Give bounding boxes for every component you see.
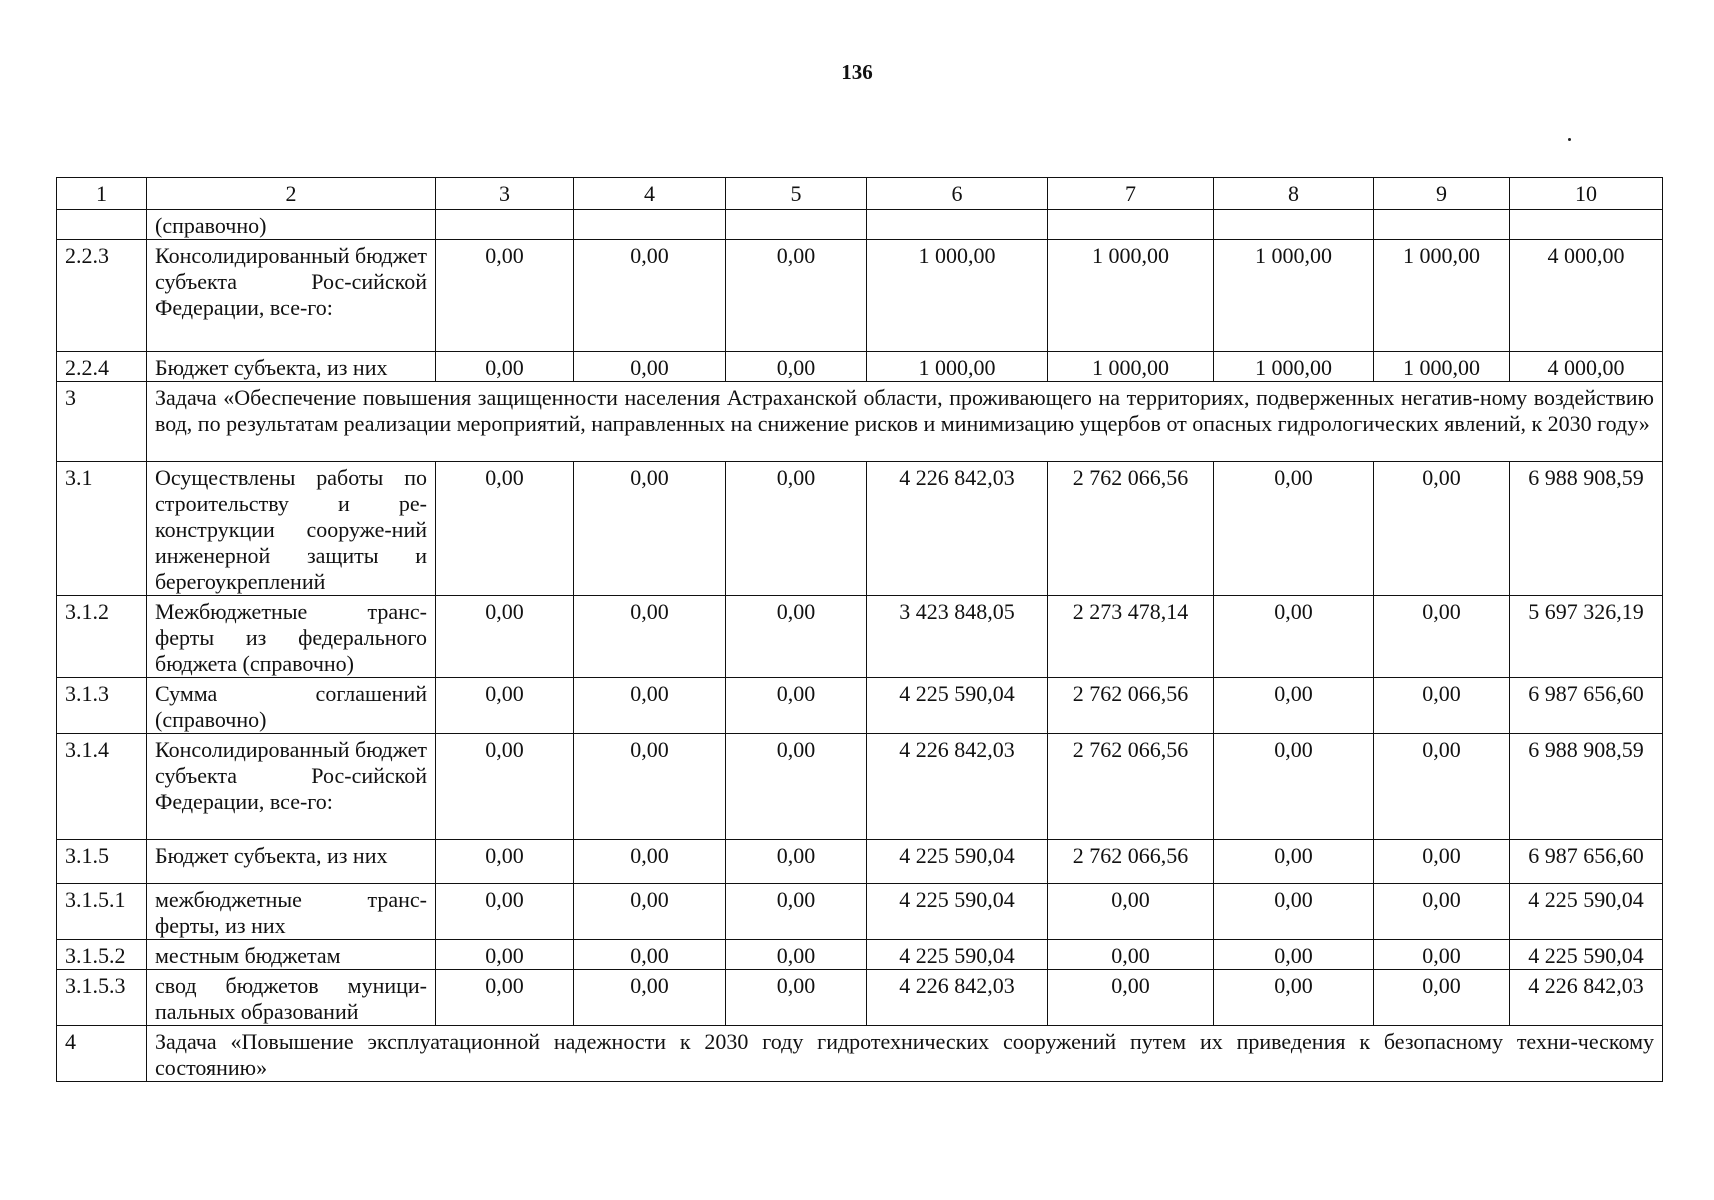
value-cell-col10: 6 987 656,60: [1510, 840, 1663, 884]
row-code: 2.2.4: [57, 352, 147, 382]
value-cell-col7: 1 000,00: [1048, 352, 1214, 382]
value-cell-col6: [867, 210, 1048, 240]
value-cell-col7: 2 762 066,56: [1048, 678, 1214, 734]
table-row: [57, 970, 1663, 1026]
value-cell-col7: [1048, 210, 1214, 240]
budget-table: [56, 177, 1663, 1082]
value-cell-col5: 0,00: [726, 462, 867, 596]
value-cell-col5: 0,00: [726, 240, 867, 352]
value-cell-col8: 0,00: [1214, 678, 1374, 734]
value-cell-col6: 1 000,00: [867, 352, 1048, 382]
value-cell-col3: [436, 210, 574, 240]
value-cell-col4: 0,00: [574, 884, 726, 940]
value-cell-col3: 0,00: [436, 884, 574, 940]
value-cell-col6: 3 423 848,05: [867, 596, 1048, 678]
value-cell-col5: 0,00: [726, 884, 867, 940]
table-row: [57, 210, 1663, 240]
column-number: 10: [1510, 178, 1663, 210]
row-name: местным бюджетам: [147, 940, 436, 970]
value-cell-col8: [1214, 210, 1374, 240]
value-cell-col4: 0,00: [574, 240, 726, 352]
value-cell-col6: 4 226 842,03: [867, 462, 1048, 596]
value-cell-col6: 1 000,00: [867, 240, 1048, 352]
row-code: 3.1.4: [57, 734, 147, 840]
value-cell-col4: 0,00: [574, 970, 726, 1026]
table-body: [57, 178, 1663, 1082]
value-cell-col6: 4 225 590,04: [867, 884, 1048, 940]
value-cell-col8: 0,00: [1214, 884, 1374, 940]
task-text: Задача «Обеспечение повышения защищенности населения Астраханской области, проживающего на территориях, подверженных негатив-ному воздействию вод, по результатам реализации мероприятий, направленных на снижение рисков и минимизацию ущербов от опасных гидрологических явлений, к 2030 году»: [147, 382, 1663, 462]
value-cell-col10: 4 226 842,03: [1510, 970, 1663, 1026]
value-cell-col3: 0,00: [436, 840, 574, 884]
column-number: 7: [1048, 178, 1214, 210]
table-row: [57, 940, 1663, 970]
value-cell-col3: 0,00: [436, 940, 574, 970]
value-cell-col4: 0,00: [574, 678, 726, 734]
value-cell-col8: 0,00: [1214, 596, 1374, 678]
value-cell-col9: 0,00: [1374, 840, 1510, 884]
page-number: 136: [841, 60, 873, 84]
value-cell-col3: 0,00: [436, 462, 574, 596]
value-cell-col7: 2 273 478,14: [1048, 596, 1214, 678]
value-cell-col5: 0,00: [726, 596, 867, 678]
value-cell-col5: 0,00: [726, 840, 867, 884]
value-cell-col8: 0,00: [1214, 734, 1374, 840]
value-cell-col6: 4 226 842,03: [867, 734, 1048, 840]
value-cell-col5: 0,00: [726, 940, 867, 970]
row-code: 3.1.5.2: [57, 940, 147, 970]
value-cell-col5: 0,00: [726, 352, 867, 382]
value-cell-col9: 0,00: [1374, 940, 1510, 970]
value-cell-col7: 0,00: [1048, 970, 1214, 1026]
value-cell-col9: 0,00: [1374, 596, 1510, 678]
row-code: 3.1.5.1: [57, 884, 147, 940]
value-cell-col7: 0,00: [1048, 884, 1214, 940]
row-name: свод бюджетов муници-пальных образований: [147, 970, 436, 1026]
row-name: Бюджет субъекта, из них: [147, 840, 436, 884]
row-name: Осуществлены работы по строительству и ре-конструкции сооруже-ний инженерной защиты и берегоукреплений: [147, 462, 436, 596]
scan-speck: [1568, 138, 1571, 141]
row-code: 2.2.3: [57, 240, 147, 352]
value-cell-col9: 1 000,00: [1374, 352, 1510, 382]
value-cell-col3: 0,00: [436, 678, 574, 734]
value-cell-col9: 0,00: [1374, 734, 1510, 840]
value-cell-col4: 0,00: [574, 734, 726, 840]
value-cell-col8: 0,00: [1214, 462, 1374, 596]
value-cell-col3: 0,00: [436, 970, 574, 1026]
row-name: (справочно): [147, 210, 436, 240]
value-cell-col9: 0,00: [1374, 678, 1510, 734]
row-name: Консолидированный бюджет субъекта Рос-сийской Федерации, все-го:: [147, 734, 436, 840]
value-cell-col4: 0,00: [574, 352, 726, 382]
value-cell-col9: 0,00: [1374, 462, 1510, 596]
value-cell-col8: 1 000,00: [1214, 352, 1374, 382]
value-cell-col9: 0,00: [1374, 884, 1510, 940]
table-row: [57, 462, 1663, 596]
row-name: Сумма соглашений (справочно): [147, 678, 436, 734]
table-row: [57, 240, 1663, 352]
table-row: [57, 596, 1663, 678]
task-row: [57, 382, 1663, 462]
value-cell-col8: 0,00: [1214, 840, 1374, 884]
task-row: [57, 1026, 1663, 1082]
table-row: [57, 840, 1663, 884]
value-cell-col10: 6 988 908,59: [1510, 462, 1663, 596]
column-number: 2: [147, 178, 436, 210]
column-number: 1: [57, 178, 147, 210]
value-cell-col9: 0,00: [1374, 970, 1510, 1026]
value-cell-col10: 4 000,00: [1510, 240, 1663, 352]
value-cell-col8: 0,00: [1214, 940, 1374, 970]
value-cell-col5: 0,00: [726, 970, 867, 1026]
value-cell-col10: 6 988 908,59: [1510, 734, 1663, 840]
column-number: 3: [436, 178, 574, 210]
table-row: [57, 678, 1663, 734]
value-cell-col7: 2 762 066,56: [1048, 462, 1214, 596]
column-number: 5: [726, 178, 867, 210]
value-cell-col6: 4 225 590,04: [867, 940, 1048, 970]
value-cell-col8: 0,00: [1214, 970, 1374, 1026]
column-number: 9: [1374, 178, 1510, 210]
table-row: [57, 884, 1663, 940]
value-cell-col10: 5 697 326,19: [1510, 596, 1663, 678]
value-cell-col4: 0,00: [574, 596, 726, 678]
column-number: 8: [1214, 178, 1374, 210]
value-cell-col7: 0,00: [1048, 940, 1214, 970]
value-cell-col3: 0,00: [436, 596, 574, 678]
table-row: [57, 734, 1663, 840]
row-code: [57, 210, 147, 240]
table-row: [57, 352, 1663, 382]
row-name: Консолидированный бюджет субъекта Рос-сийской Федерации, все-го:: [147, 240, 436, 352]
row-code: 3.1.3: [57, 678, 147, 734]
row-code: 3.1.5.3: [57, 970, 147, 1026]
row-code: 4: [57, 1026, 147, 1082]
task-text: Задача «Повышение эксплуатационной надежности к 2030 году гидротехнических сооружений путем их приведения к безопасному техни-ческому состоянию»: [147, 1026, 1663, 1082]
column-number-row: [57, 178, 1663, 210]
value-cell-col4: 0,00: [574, 462, 726, 596]
row-name: Межбюджетные транс-ферты из федерального бюджета (справочно): [147, 596, 436, 678]
row-code: 3.1: [57, 462, 147, 596]
value-cell-col3: 0,00: [436, 352, 574, 382]
value-cell-col10: 6 987 656,60: [1510, 678, 1663, 734]
value-cell-col9: 1 000,00: [1374, 240, 1510, 352]
value-cell-col6: 4 226 842,03: [867, 970, 1048, 1026]
value-cell-col5: 0,00: [726, 678, 867, 734]
row-code: 3.1.5: [57, 840, 147, 884]
value-cell-col10: 4 000,00: [1510, 352, 1663, 382]
value-cell-col5: 0,00: [726, 734, 867, 840]
value-cell-col4: 0,00: [574, 940, 726, 970]
value-cell-col10: 4 225 590,04: [1510, 940, 1663, 970]
column-number: 6: [867, 178, 1048, 210]
value-cell-col10: [1510, 210, 1663, 240]
value-cell-col9: [1374, 210, 1510, 240]
value-cell-col3: 0,00: [436, 240, 574, 352]
value-cell-col6: 4 225 590,04: [867, 840, 1048, 884]
row-code: 3: [57, 382, 147, 462]
value-cell-col4: [574, 210, 726, 240]
value-cell-col10: 4 225 590,04: [1510, 884, 1663, 940]
value-cell-col4: 0,00: [574, 840, 726, 884]
value-cell-col7: 2 762 066,56: [1048, 734, 1214, 840]
row-code: 3.1.2: [57, 596, 147, 678]
row-name: межбюджетные транс-ферты, из них: [147, 884, 436, 940]
value-cell-col7: 2 762 066,56: [1048, 840, 1214, 884]
value-cell-col3: 0,00: [436, 734, 574, 840]
column-number: 4: [574, 178, 726, 210]
value-cell-col6: 4 225 590,04: [867, 678, 1048, 734]
value-cell-col5: [726, 210, 867, 240]
row-name: Бюджет субъекта, из них: [147, 352, 436, 382]
value-cell-col8: 1 000,00: [1214, 240, 1374, 352]
value-cell-col7: 1 000,00: [1048, 240, 1214, 352]
